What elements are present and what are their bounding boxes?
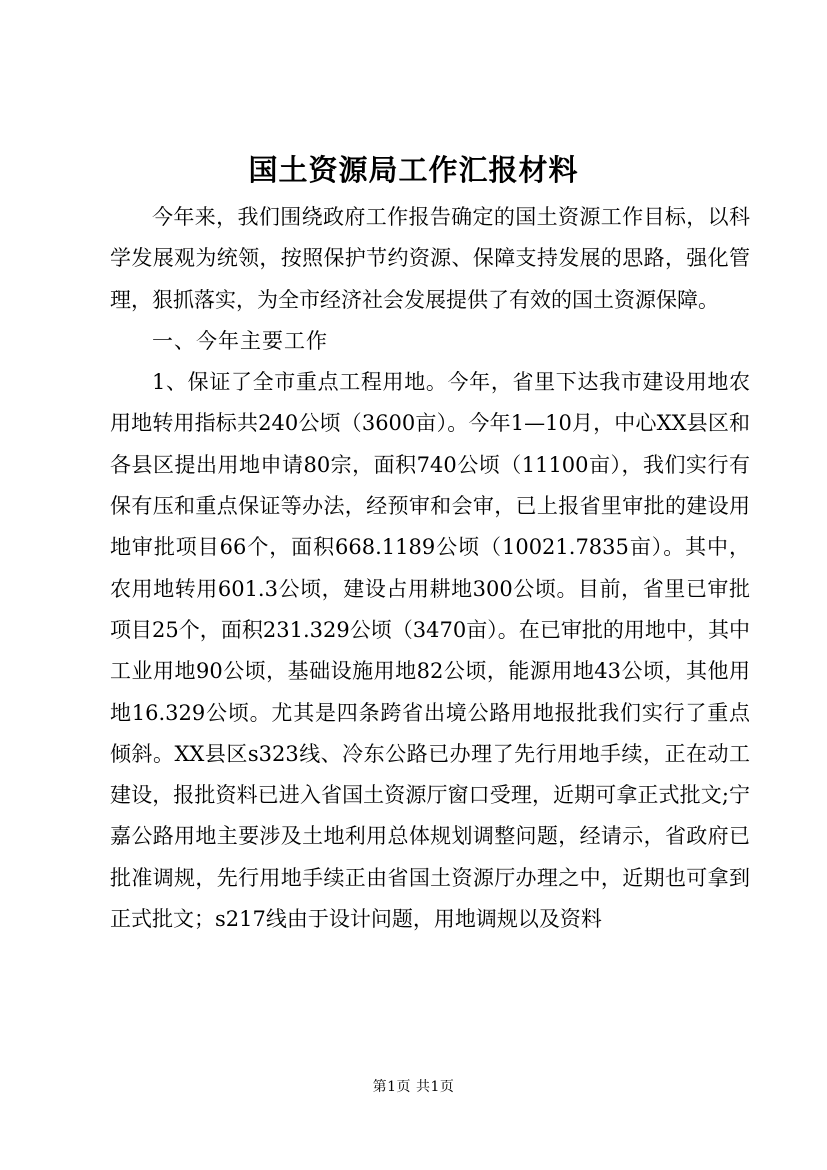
intro-paragraph: 今年来，我们围绕政府工作报告确定的国土资源工作目标，以科学发展观为统领，按照保护节约资源、保障支持发展的思路，强化管理，狠抓落实，为全市经济社会发展提供了有效的国土资源保障。 (110, 205, 750, 312)
section-heading: 一、今年主要工作 (152, 328, 328, 353)
page-number-footer: 第1页 共1页 (372, 1079, 455, 1095)
document-body (110, 197, 750, 940)
document-title: 国土资源局工作汇报材料 (248, 153, 579, 187)
body-paragraph: 1、保证了全市重点工程用地。今年，省里下达我市建设用地农用地转用指标共240公顷（3600亩）。今年1—10月，中心XX县区和各县区提出用地申请80宗，面积740公顷（11100亩），我们实行有保有压和重点保证等办法，经预审和会审，已上报省里审批的建设用地审批项目66个，面积668.1189公顷（10021.7835亩）。其中，农用地转用601.3公顷，建设占用耕地300公顷。目前，省里已审批项目25个，面积231.329公顷（3470亩）。在已审批的用地中，其中工业用地90公顷，基础设施用地82公顷，能源用地43公顷，其他用地16.329公顷。尤其是四条跨省出境公路用地报批我们实行了重点倾斜。XX县区s323线、冷东公路已办理了先行用地手续，正在动工建设，报批资料已进入省国土资源厅窗口受理，近期可拿正式批文;宁嘉公路用地主要涉及土地利用总体规划调整问题，经请示，省政府已批准调规，先行用地手续正由省国土资源厅办理之中，近期也可拿到正式批文；s217线由于设计问题，用地调规以及资料 (110, 370, 750, 932)
